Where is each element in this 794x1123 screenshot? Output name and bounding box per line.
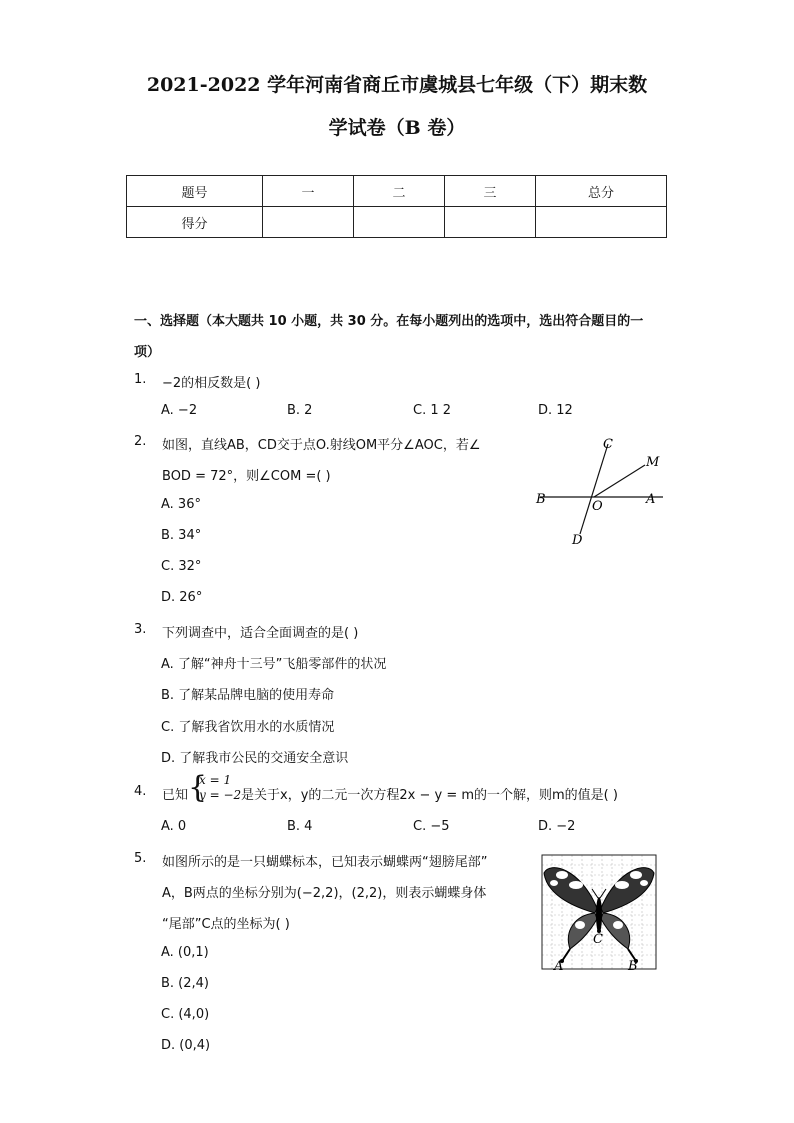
option-d[interactable]: D. (0,4) [161, 1038, 211, 1053]
label-m: M [646, 455, 660, 470]
option-a[interactable]: A. 0 [161, 819, 187, 834]
label-b: B [628, 959, 638, 973]
question-prefix: 已知 [162, 788, 189, 803]
score-table [126, 175, 667, 238]
option-d[interactable]: D. 了解我市公民的交通安全意识 [161, 751, 349, 766]
question-stem: 是关于x，y的二元一次方程2x − y = m的一个解，则m的值是( ) [241, 788, 618, 803]
question-number: 3. [134, 622, 147, 637]
option-b[interactable]: B. 了解某品牌电脑的使用寿命 [161, 688, 335, 703]
score-header-cell: 总分 [536, 176, 667, 207]
paper-title-line1: 2021-2022 学年河南省商丘市虞城县七年级（下）期末数 [146, 74, 648, 96]
question-number: 4. [134, 784, 147, 799]
score-cell[interactable] [445, 207, 536, 238]
paper-title-line2: 学试卷（B 卷） [328, 117, 466, 139]
score-header-cell: 二 [354, 176, 445, 207]
option-c[interactable]: C. 32° [161, 559, 202, 574]
question-stem: 如图，直线AB，CD交于点O.射线OM平分∠AOC，若∠ [162, 438, 481, 453]
option-b[interactable]: B. (2,4) [161, 976, 210, 991]
option-c[interactable]: C. (4,0) [161, 1007, 210, 1022]
option-b[interactable]: B. 4 [287, 819, 313, 834]
question-number: 1. [134, 372, 147, 387]
option-d[interactable]: D. 12 [538, 403, 573, 418]
label-d: D [572, 533, 583, 548]
system-brace: { [188, 770, 208, 805]
question-stem: 下列调查中，适合全面调查的是( ) [162, 626, 359, 641]
system-eq1: x = 1 [199, 773, 232, 787]
score-row-label: 得分 [127, 207, 263, 238]
label-a: A [646, 492, 656, 507]
question-number: 5. [134, 851, 147, 866]
question-stem-cont: BOD = 72°，则∠COM =( ) [162, 469, 331, 484]
line-cd [580, 444, 608, 534]
label-b: B [536, 492, 546, 507]
section-heading-cont: 项） [134, 345, 161, 360]
question-stem-cont: “尾部”C点的坐标为( ) [162, 917, 290, 932]
score-table-score-row [127, 207, 667, 238]
ray-om [594, 465, 645, 497]
label-c: C [593, 932, 603, 947]
label-c: C [603, 437, 613, 452]
label-a: A [554, 959, 564, 973]
label-o: O [592, 499, 603, 514]
question-number: 2. [134, 434, 147, 449]
option-a[interactable]: A. (0,1) [161, 945, 209, 960]
angle-figure [530, 430, 670, 550]
option-a[interactable]: A. −2 [161, 403, 198, 418]
option-a[interactable]: A. 了解“神舟十三号”飞船零部件的状况 [161, 657, 387, 672]
score-header-cell: 一 [263, 176, 354, 207]
question-stem-cont: A，B两点的坐标分别为(−2,2)，(2,2)，则表示蝴蝶身体 [162, 886, 487, 901]
score-header-cell: 题号 [127, 176, 263, 207]
question-stem: −2的相反数是( ) [162, 376, 261, 391]
section-heading: 一、选择题（本大题共 10 小题，共 30 分。在每小题列出的选项中，选出符合题目的一 [134, 314, 644, 329]
butterfly-figure [540, 853, 658, 973]
option-d[interactable]: D. −2 [538, 819, 576, 834]
score-cell[interactable] [536, 207, 667, 238]
option-b[interactable]: B. 34° [161, 528, 202, 543]
system-eq2: y = −2 [199, 788, 242, 802]
score-cell[interactable] [354, 207, 445, 238]
option-c[interactable]: C. 了解我省饮用水的水质情况 [161, 720, 335, 735]
butterfly-icon [544, 868, 654, 961]
option-d[interactable]: D. 26° [161, 590, 203, 605]
option-c[interactable]: C. 1 2 [413, 403, 452, 418]
option-b[interactable]: B. 2 [287, 403, 313, 418]
score-cell[interactable] [263, 207, 354, 238]
score-table-header-row [127, 176, 667, 207]
option-c[interactable]: C. −5 [413, 819, 450, 834]
question-stem: 如图所示的是一只蝴蝶标本，已知表示蝴蝶两“翅膀尾部” [162, 855, 488, 870]
option-a[interactable]: A. 36° [161, 497, 201, 512]
score-header-cell: 三 [445, 176, 536, 207]
